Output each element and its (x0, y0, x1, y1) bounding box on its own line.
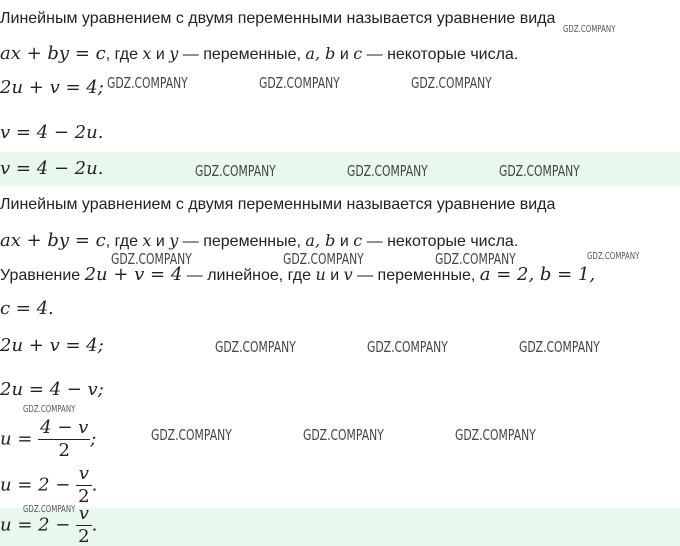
watermark: GDZ.COMPANY (215, 338, 296, 356)
watermark: GDZ.COMPANY (283, 250, 364, 268)
answer-highlight-2 (0, 508, 680, 546)
watermark: GDZ.COMPANY (455, 426, 536, 444)
watermark: GDZ.COMPANY (23, 504, 76, 515)
equation-description: Уравнение 2u + v = 4 — линейное, где u и v — переменные, a = 2, b = 1, (0, 264, 596, 285)
definition-equation: ax + by = c (0, 43, 106, 64)
watermark: GDZ.COMPANY (499, 162, 580, 180)
definition-intro: Линейным уравнением с двумя переменными называется уравнение вида (0, 10, 556, 27)
watermark: GDZ.COMPANY (519, 338, 600, 356)
watermark: GDZ.COMPANY (563, 24, 616, 35)
equation-step: 2u = 4 − v; (0, 379, 104, 400)
watermark: GDZ.COMPANY (23, 404, 76, 415)
answer-equation: u = 2 − $\frac{v}{2}$ . (0, 503, 98, 546)
equation-step: 2u + v = 4; (0, 335, 104, 356)
answer-equation: v = 4 − 2u. (0, 158, 104, 179)
watermark: GDZ.COMPANY (435, 250, 516, 268)
coefficient-c: c = 4. (0, 298, 54, 319)
watermark: GDZ.COMPANY (259, 74, 340, 92)
definition-line: ax + by = c, где x и y — переменные, a, b и c — некоторые числа. (0, 43, 519, 64)
watermark: GDZ.COMPANY (411, 74, 492, 92)
watermark: GDZ.COMPANY (107, 74, 188, 92)
watermark: GDZ.COMPANY (303, 426, 384, 444)
watermark: GDZ.COMPANY (111, 250, 192, 268)
fraction: $\frac{v}{2}$ (78, 503, 90, 546)
definition-intro: Линейным уравнением с двумя переменными называется уравнение вида (0, 196, 556, 213)
watermark: GDZ.COMPANY (587, 251, 640, 262)
fraction: $\frac{4 - v}{2}$ (40, 417, 89, 461)
fraction: $\frac{v}{2}$ (78, 463, 90, 507)
watermark: GDZ.COMPANY (367, 338, 448, 356)
equation-step: v = 4 − 2u. (0, 122, 104, 143)
equation-step-fraction: u = $\frac{4 - v}{2}$ ; (0, 417, 97, 461)
definition-line: ax + by = c, где x и y — переменные, a, b и c — некоторые числа. (0, 230, 519, 251)
watermark: GDZ.COMPANY (195, 162, 276, 180)
equation-step: 2u + v = 4; (0, 77, 104, 98)
equation-step-fraction: u = 2 − $\frac{v}{2}$ . (0, 463, 98, 507)
watermark: GDZ.COMPANY (151, 426, 232, 444)
watermark: GDZ.COMPANY (347, 162, 428, 180)
